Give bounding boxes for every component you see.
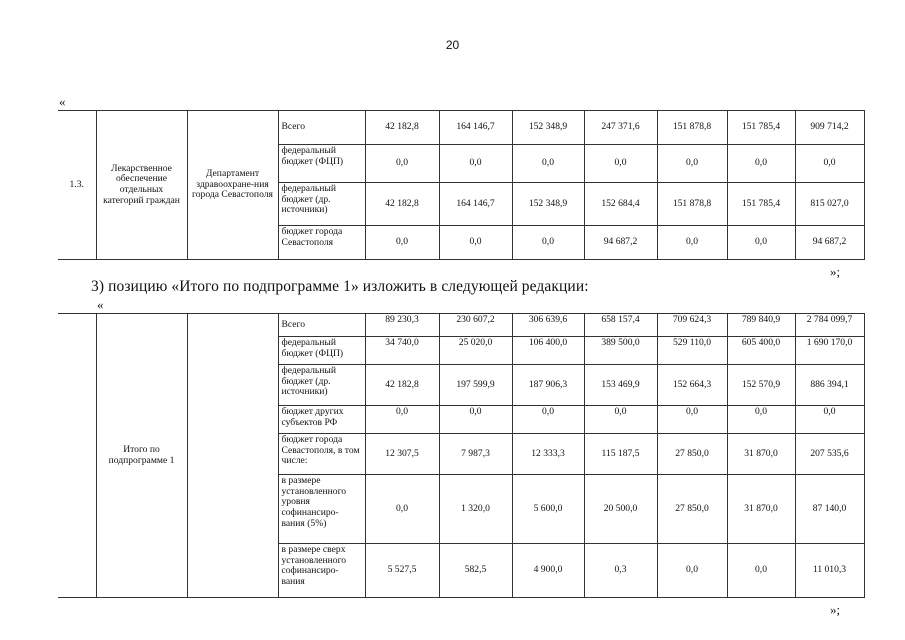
cell: 0,0: [657, 406, 727, 434]
item-number: 1.3.: [58, 111, 96, 260]
cell: 197 599,9: [439, 365, 512, 406]
cell: 709 624,3: [657, 314, 727, 337]
cell: 605 400,0: [727, 337, 795, 365]
cell: 230 607,2: [439, 314, 512, 337]
cell: 886 394,1: [795, 365, 864, 406]
row-label: Всего: [278, 111, 365, 145]
cell: 815 027,0: [795, 183, 864, 226]
cell: 658 157,4: [584, 314, 657, 337]
cell: 0,0: [584, 145, 657, 183]
cell: 0,0: [727, 544, 795, 598]
cell: 34 740,0: [365, 337, 439, 365]
cell: 5 527,5: [365, 544, 439, 598]
cell: 164 146,7: [439, 183, 512, 226]
table-row: [58, 111, 864, 145]
cell: 12 307,5: [365, 434, 439, 475]
row-label: в размере установленного уровня софинансиро-вания (5%): [278, 475, 365, 544]
cell: 1 690 170,0: [795, 337, 864, 365]
cell: 7 987,3: [439, 434, 512, 475]
cell: 0,0: [512, 226, 584, 260]
cell: 0,0: [795, 145, 864, 183]
cell: 106 400,0: [512, 337, 584, 365]
cell: 31 870,0: [727, 475, 795, 544]
cell: 529 110,0: [657, 337, 727, 365]
cell: 1 320,0: [439, 475, 512, 544]
cell: 5 600,0: [512, 475, 584, 544]
table-row: [58, 314, 864, 337]
table-item-1-3: [58, 110, 865, 260]
cell: 152 664,3: [657, 365, 727, 406]
row-label: федеральный бюджет (ФЦП): [278, 145, 365, 183]
row-label: бюджет города Севастополя: [278, 226, 365, 260]
amendment-heading: 3) позицию «Итого по подпрограмме 1» изложить в следующей редакции:: [91, 278, 589, 295]
row-label: в размере сверх установленного софинансиро-вания: [278, 544, 365, 598]
cell: 89 230,3: [365, 314, 439, 337]
cell: 0,0: [365, 226, 439, 260]
cell: 115 187,5: [584, 434, 657, 475]
cell: 27 850,0: [657, 475, 727, 544]
cell: 2 784 099,7: [795, 314, 864, 337]
cell: 0,0: [365, 145, 439, 183]
cell: 0,0: [439, 226, 512, 260]
empty-num-cell: [58, 314, 96, 598]
cell: 152 684,4: [584, 183, 657, 226]
open-quote-1: «: [59, 94, 66, 109]
cell: 0,0: [795, 406, 864, 434]
cell: 0,0: [512, 145, 584, 183]
cell: 0,0: [657, 145, 727, 183]
cell: 187 906,3: [512, 365, 584, 406]
cell: 0,0: [657, 226, 727, 260]
row-label: федеральный бюджет (др. источники): [278, 183, 365, 226]
cell: 42 182,8: [365, 365, 439, 406]
row-label: бюджет города Севастополя, в том числе:: [278, 434, 365, 475]
cell: 164 146,7: [439, 111, 512, 145]
cell: 27 850,0: [657, 434, 727, 475]
empty-executor-cell: [187, 314, 278, 598]
row-label: федеральный бюджет (ФЦП): [278, 337, 365, 365]
cell: 582,5: [439, 544, 512, 598]
row-label: Всего: [278, 314, 365, 337]
cell: 151 785,4: [727, 111, 795, 145]
cell: 0,0: [657, 544, 727, 598]
cell: 151 785,4: [727, 183, 795, 226]
item-executor: Департамент здравоохране-ния города Севастополя: [187, 111, 278, 260]
cell: 247 371,6: [584, 111, 657, 145]
cell: 151 878,8: [657, 111, 727, 145]
cell: 152 348,9: [512, 111, 584, 145]
cell: 151 878,8: [657, 183, 727, 226]
cell: 153 469,9: [584, 365, 657, 406]
close-quote-2: »;: [830, 602, 841, 617]
cell: 4 900,0: [512, 544, 584, 598]
cell: 0,3: [584, 544, 657, 598]
cell: 789 840,9: [727, 314, 795, 337]
cell: 207 535,6: [795, 434, 864, 475]
cell: 389 500,0: [584, 337, 657, 365]
cell: 0,0: [365, 475, 439, 544]
row-label: федеральный бюджет (др. источники): [278, 365, 365, 406]
cell: 94 687,2: [795, 226, 864, 260]
cell: 0,0: [365, 406, 439, 434]
open-quote-2: «: [97, 297, 104, 312]
cell: 31 870,0: [727, 434, 795, 475]
cell: 94 687,2: [584, 226, 657, 260]
cell: 25 020,0: [439, 337, 512, 365]
cell: 0,0: [439, 145, 512, 183]
cell: 42 182,8: [365, 111, 439, 145]
cell: 12 333,3: [512, 434, 584, 475]
cell: 306 639,6: [512, 314, 584, 337]
cell: 0,0: [727, 406, 795, 434]
subprogram-name: Итого по подпрограмме 1: [96, 314, 187, 598]
cell: 20 500,0: [584, 475, 657, 544]
cell: 0,0: [439, 406, 512, 434]
cell: 152 570,9: [727, 365, 795, 406]
row-label: бюджет других субъектов РФ: [278, 406, 365, 434]
table-subprogram-total: [58, 313, 865, 598]
cell: 42 182,8: [365, 183, 439, 226]
cell: 0,0: [584, 406, 657, 434]
cell: 87 140,0: [795, 475, 864, 544]
cell: 0,0: [727, 145, 795, 183]
cell: 0,0: [512, 406, 584, 434]
cell: 0,0: [727, 226, 795, 260]
cell: 909 714,2: [795, 111, 864, 145]
item-name: Лекарственное обеспечение отдельных категорий граждан: [96, 111, 187, 260]
cell: 11 010,3: [795, 544, 864, 598]
cell: 152 348,9: [512, 183, 584, 226]
page-number: 20: [445, 38, 460, 52]
close-quote-1: »;: [830, 264, 841, 279]
